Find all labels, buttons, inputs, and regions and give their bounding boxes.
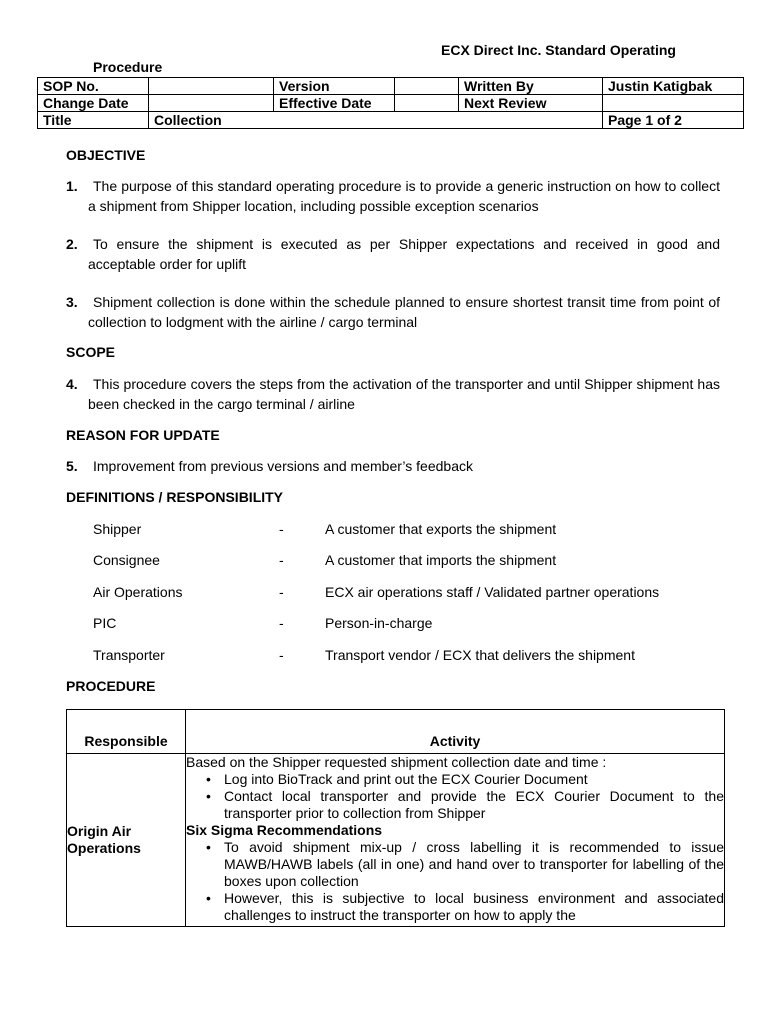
procedure-header-row [67, 710, 725, 754]
meta-value-effective-date [395, 95, 459, 112]
meta-value-sop-no [149, 78, 274, 95]
meta-label-version: Version [274, 78, 395, 95]
paragraph-text: To ensure the shipment is executed as per Shipper expectations and received in good and acceptable order for uplift [88, 236, 720, 272]
reason-item-5 [88, 456, 720, 476]
meta-label-sop-no: SOP No. [38, 78, 149, 95]
paragraph-text: Improvement from previous versions and member’s feedback [93, 458, 473, 474]
objective-item-1 [88, 176, 720, 216]
definition-term: PIC [93, 615, 117, 631]
definition-description: Person-in-charge [325, 615, 433, 631]
list-item-text: Log into BioTrack and print out the ECX Courier Document [224, 771, 588, 787]
meta-label-title: Title [38, 112, 149, 129]
definition-dash: - [279, 647, 284, 663]
meta-label-effective-date: Effective Date [274, 95, 395, 112]
definition-dash: - [279, 552, 284, 568]
item-number: 2. [66, 236, 78, 252]
meta-row [38, 112, 744, 129]
sop-meta-table [37, 77, 744, 129]
paragraph-text: Shipment collection is done within the schedule planned to ensure shortest transit time from point of collection to lodgment with the airline / cargo terminal [88, 294, 720, 330]
item-number: 5. [66, 458, 78, 474]
bullet-icon: • [206, 890, 211, 906]
procedure-activity-cell [186, 754, 725, 927]
meta-label-written-by: Written By [459, 78, 603, 95]
meta-value-next-review [603, 95, 744, 112]
list-item-text: Contact local transporter and provide the ECX Courier Document to the transporter prior to collection from Shipper [224, 788, 724, 821]
definition-term: Air Operations [93, 584, 183, 600]
procedure-table [66, 709, 725, 927]
definition-description: A customer that exports the shipment [325, 521, 557, 537]
six-sigma-bullet-list [186, 839, 724, 924]
procedure-row [67, 754, 725, 927]
section-heading-procedure: PROCEDURE [66, 678, 156, 694]
section-heading-scope: SCOPE [66, 344, 116, 360]
section-heading-objective: OBJECTIVE [66, 147, 146, 163]
list-item [206, 771, 724, 788]
paragraph-text: The purpose of this standard operating procedure is to provide a generic instruction on how to collect a shipment from Shipper location, including possible exception scenarios [88, 178, 720, 214]
meta-page-number: Page 1 of 2 [603, 112, 744, 129]
document-title-continued: Procedure [93, 59, 163, 75]
meta-value-written-by: Justin Katigbak [603, 78, 744, 95]
definition-dash: - [279, 615, 284, 631]
meta-label-change-date: Change Date [38, 95, 149, 112]
paragraph-text: This procedure covers the steps from the activation of the transporter and until Shipper shipment has been checked in the cargo terminal / airline [88, 376, 720, 412]
activity-bullet-list [186, 771, 724, 822]
six-sigma-heading: Six Sigma Recommendations [186, 822, 383, 838]
column-header-activity: Activity [186, 710, 725, 754]
meta-value-title: Collection [149, 112, 603, 129]
meta-label-next-review: Next Review [459, 95, 603, 112]
list-item [206, 890, 724, 924]
definition-term: Shipper [93, 521, 142, 537]
list-item-text: However, this is subjective to local business environment and associated challenges to instruct the transporter on how to apply the [224, 890, 724, 923]
definition-dash: - [279, 584, 284, 600]
list-item [206, 839, 724, 890]
meta-row [38, 95, 744, 112]
definition-term: Transporter [93, 647, 165, 663]
section-heading-reason: REASON FOR UPDATE [66, 427, 220, 443]
scope-item-4 [88, 374, 720, 414]
definition-dash: - [279, 521, 284, 537]
meta-value-change-date [149, 95, 274, 112]
list-item-text: To avoid shipment mix-up / cross labelling it is recommended to issue MAWB/HAWB labels (all in one) and hand over to transporter for labelling of the boxes upon collection [224, 839, 724, 889]
activity-intro: Based on the Shipper requested shipment collection date and time : [186, 754, 607, 770]
meta-value-version [395, 78, 459, 95]
section-heading-definitions: DEFINITIONS / RESPONSIBILITY [66, 489, 284, 505]
objective-item-2 [88, 234, 720, 274]
definition-term: Consignee [93, 552, 160, 568]
item-number: 1. [66, 178, 78, 194]
definition-description: ECX air operations staff / Validated partner operations [325, 584, 660, 600]
item-number: 3. [66, 294, 78, 310]
bullet-icon: • [206, 788, 211, 804]
definition-description: Transport vendor / ECX that delivers the shipment [325, 647, 635, 663]
bullet-icon: • [206, 839, 211, 855]
column-header-responsible: Responsible [67, 710, 186, 754]
definition-description: A customer that imports the shipment [325, 552, 557, 568]
list-item [206, 788, 724, 822]
meta-row [38, 78, 744, 95]
document-title: ECX Direct Inc. Standard Operating [441, 42, 676, 58]
item-number: 4. [66, 376, 78, 392]
bullet-icon: • [206, 771, 211, 787]
procedure-responsible-cell: Origin Air Operations [67, 754, 186, 927]
objective-item-3 [88, 292, 720, 332]
